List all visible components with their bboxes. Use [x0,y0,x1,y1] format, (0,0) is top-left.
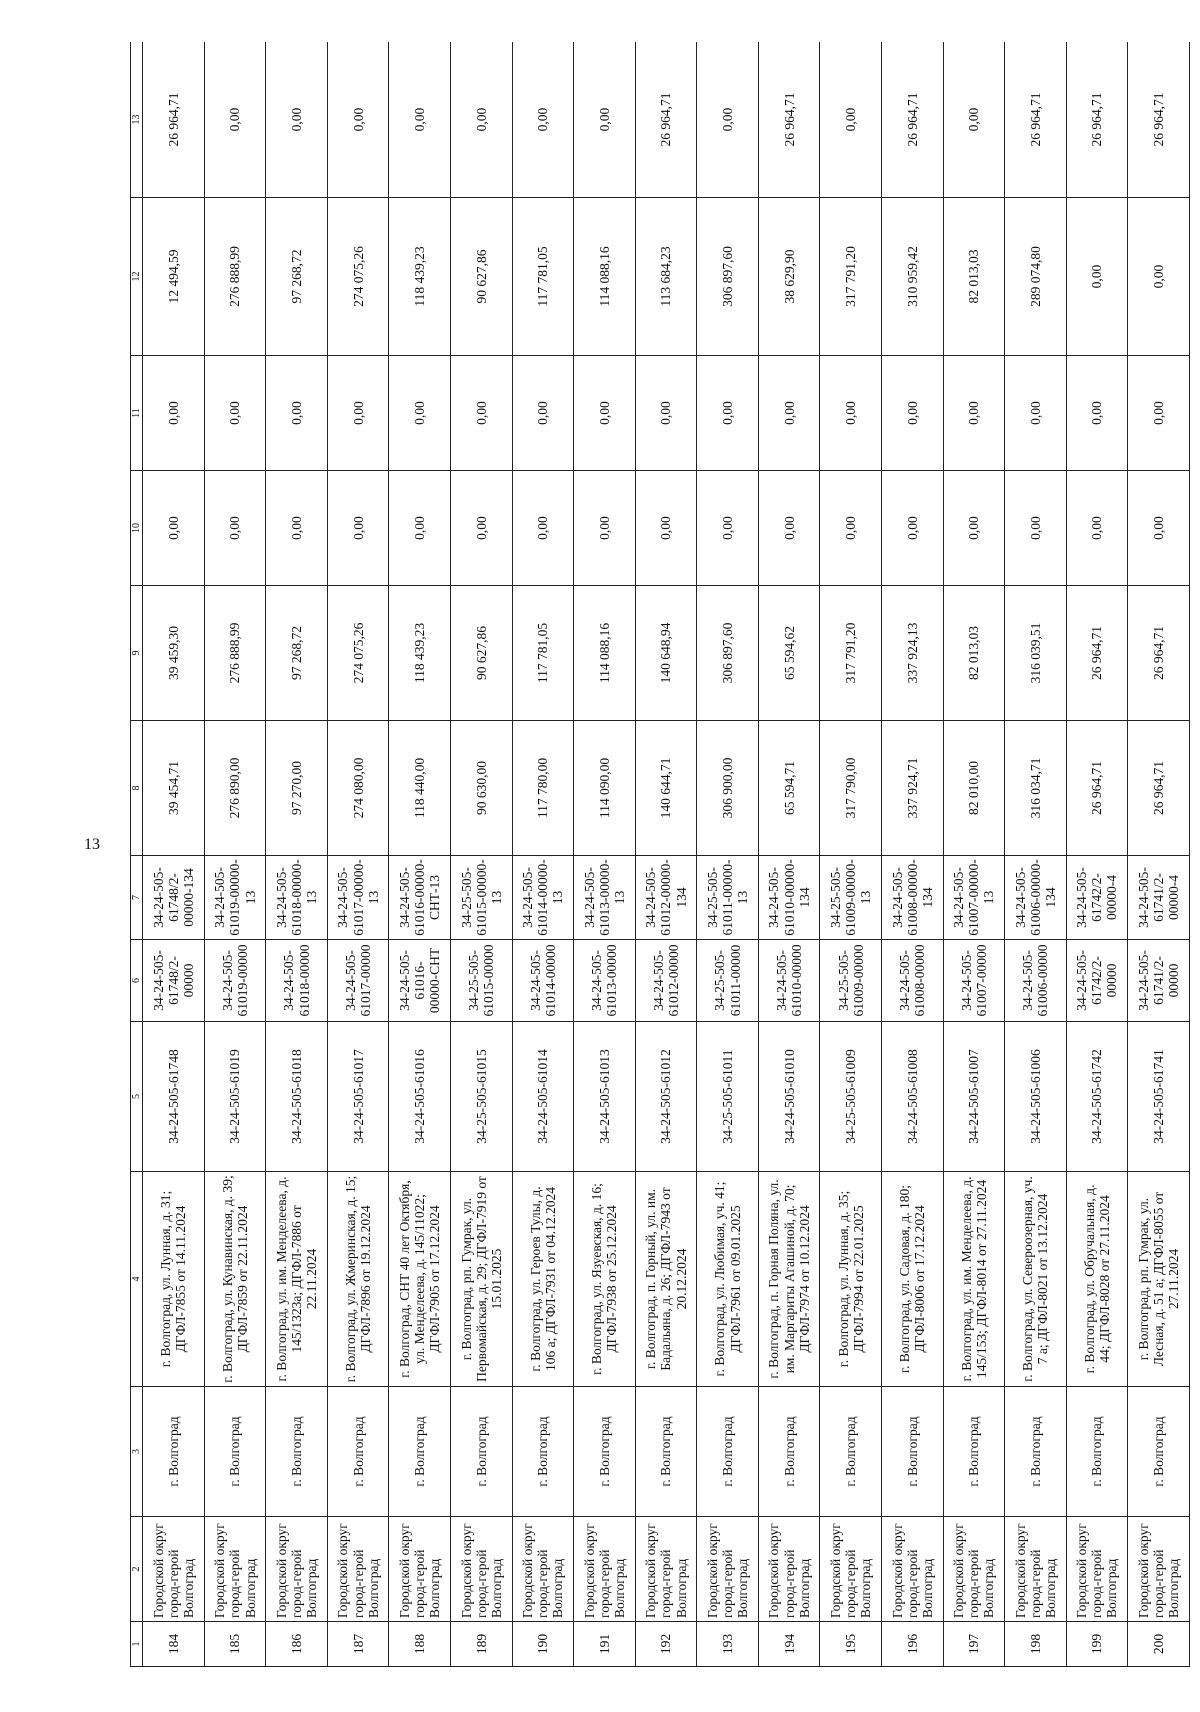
table-cell: 0,00 [697,356,759,471]
table-cell: 34-24-505-61012-00000 [635,940,697,1022]
table-cell: 114 088,16 [574,198,636,356]
table-cell: 0,00 [943,42,1005,198]
table-cell: г. Волгоград [1005,1387,1067,1517]
table-cell: 34-24-505-61019-00000-13 [204,856,266,940]
table-cell: Городской округ город-герой Волгоград [820,1517,882,1622]
table-cell: 34-24-505-61010 [758,1022,820,1172]
table-cell: 34-24-505-61017-00000 [327,940,389,1022]
table-cell: 0,00 [1066,198,1128,356]
table-cell: 0,00 [204,471,266,586]
table-cell: 34-24-505-61016 [389,1022,451,1172]
table-cell: 317 791,20 [820,198,882,356]
table-cell: 0,00 [204,42,266,198]
table-cell: 0,00 [820,42,882,198]
table-cell: 34-25-505-61011-00000-13 [697,856,759,940]
table-cell: 195 [820,1622,882,1667]
table-cell: 0,00 [574,356,636,471]
column-number: 5 [131,1022,143,1172]
table-row [327,42,389,1667]
table-cell: 34-25-505-61009 [820,1022,882,1172]
table-row [820,42,882,1667]
table-cell: г. Волгоград, рп. Гумрак, ул. Первомайская, д. 29; ДГФЛ-7919 от 15.01.2025 [451,1172,513,1387]
table-cell: 34-24-505-61018 [266,1022,328,1172]
table-cell: г. Волгоград [820,1387,882,1517]
table-cell: 34-24-505-61018-00000-13 [266,856,328,940]
table-row [758,42,820,1667]
table-cell: Городской округ город-герой Волгоград [327,1517,389,1622]
table-cell: 337 924,13 [881,586,943,721]
table-cell: 90 630,00 [451,721,513,856]
table-cell: 337 924,71 [881,721,943,856]
table-cell: 34-24-505-61006 [1005,1022,1067,1172]
table-cell: 0,00 [451,356,513,471]
table-cell: 34-24-505-61016-00000-СНТ [389,940,451,1022]
column-number: 7 [131,856,143,940]
table-cell: 0,00 [1128,471,1190,586]
table-cell: 34-24-505-61742/2-00000-4 [1066,856,1128,940]
table-cell: 34-24-505-61741 [1128,1022,1190,1172]
table-cell: 34-24-505-61013 [574,1022,636,1172]
table-cell: 0,00 [204,356,266,471]
table-cell: 34-25-505-61015-00000 [451,940,513,1022]
table-cell: 26 964,71 [1066,721,1128,856]
table-cell: 306 897,60 [697,198,759,356]
table-cell: 198 [1005,1622,1067,1667]
table-cell: г. Волгоград, ул. Лунная, д. 31; ДГФЛ-7855 от 14.11.2024 [143,1172,205,1387]
table-cell: 0,00 [943,356,1005,471]
table-cell: г. Волгоград, п. Горная Поляна, ул. им. Маргариты Агашиной, д. 70; ДГФЛ-7974 от 10.12.2024 [758,1172,820,1387]
table-cell: 34-24-505-61741/2-00000-4 [1128,856,1190,940]
table-cell: 12 494,59 [143,198,205,356]
table-cell: 0,00 [143,356,205,471]
table-cell: 34-24-505-61007-00000 [943,940,1005,1022]
page-number: 13 [84,836,100,853]
table-cell: 34-24-505-61014-00000-13 [512,856,574,940]
table-cell: 317 791,20 [820,586,882,721]
table-cell: г. Волгоград [204,1387,266,1517]
table-cell: 140 648,94 [635,586,697,721]
table-cell: г. Волгоград [512,1387,574,1517]
table-cell: 0,00 [758,471,820,586]
table-cell: 26 964,71 [758,42,820,198]
table-cell: г. Волгоград [943,1387,1005,1517]
table-cell: 34-25-505-61009-00000-13 [820,856,882,940]
table-cell: 117 780,00 [512,721,574,856]
table-cell: 26 964,71 [1066,586,1128,721]
table-cell: 39 454,71 [143,721,205,856]
column-number: 4 [131,1172,143,1387]
table-cell: г. Волгоград [327,1387,389,1517]
table-cell: Городской округ город-герой Волгоград [943,1517,1005,1622]
table-cell: 0,00 [697,471,759,586]
table-cell: 0,00 [881,356,943,471]
table-cell: 0,00 [1066,471,1128,586]
table-cell: г. Волгоград, ул. им. Менделеева, д. 145/153; ДГФЛ-8014 от 27.11.2024 [943,1172,1005,1387]
table-cell: 276 888,99 [204,586,266,721]
table-cell: 0,00 [143,471,205,586]
table-cell: 0,00 [758,356,820,471]
table-cell: 186 [266,1622,328,1667]
table-cell: 34-24-505-61008-00000 [881,940,943,1022]
table-cell: 34-25-505-61015-00000-13 [451,856,513,940]
column-number: 2 [131,1517,143,1622]
table-cell: 97 270,00 [266,721,328,856]
table-cell: Городской округ город-герой Волгоград [451,1517,513,1622]
table-row [143,42,205,1667]
table-cell: г. Волгоград, ул. Героев Тулы, д. 106 а; ДГФЛ-7931 от 04.12.2024 [512,1172,574,1387]
table-cell: 0,00 [266,471,328,586]
table-cell: г. Волгоград, ул. Североозерная, уч. 7 а; ДГФЛ-8021 от 13.12.2024 [1005,1172,1067,1387]
table-cell: 82 013,03 [943,586,1005,721]
table-cell: 34-24-505-61019-00000 [204,940,266,1022]
table-cell: 0,00 [820,356,882,471]
table-cell: г. Волгоград [1128,1387,1190,1517]
table-cell: 140 644,71 [635,721,697,856]
table-cell: 317 790,00 [820,721,882,856]
table-cell: 26 964,71 [1005,42,1067,198]
table-cell: 274 075,26 [327,586,389,721]
table-cell: г. Волгоград, рп. Гумрак, ул. Лесная, д. 51 а; ДГФЛ-8055 от 27.11.2024 [1128,1172,1190,1387]
column-number: 13 [131,42,143,198]
table-cell: Городской округ город-герой Волгоград [635,1517,697,1622]
table-row [1005,42,1067,1667]
table-cell: г. Волгоград [389,1387,451,1517]
table-cell: Городской округ город-герой Волгоград [881,1517,943,1622]
table-cell: г. Волгоград, п. Горный, ул. им. Бадальяна, д. 26; ДГФЛ-7943 от 20.12.2024 [635,1172,697,1387]
table-cell: г. Волгоград, ул. Кунавинская, д. 39; ДГФЛ-7859 от 22.11.2024 [204,1172,266,1387]
table-cell: 34-24-505-61017-00000-13 [327,856,389,940]
column-number: 9 [131,586,143,721]
table-cell: 0,00 [327,42,389,198]
rotated-page [130,42,1190,1667]
table-cell: 114 088,16 [574,586,636,721]
table-cell: 34-24-505-61748/2-00000 [143,940,205,1022]
table-row [943,42,1005,1667]
table-cell: 114 090,00 [574,721,636,856]
table-cell: 197 [943,1622,1005,1667]
table-cell: 185 [204,1622,266,1667]
table-cell: 310 959,42 [881,198,943,356]
table-cell: 184 [143,1622,205,1667]
table-cell: 0,00 [1005,471,1067,586]
table-cell: 190 [512,1622,574,1667]
table-cell: 316 034,71 [1005,721,1067,856]
table-cell: 0,00 [820,471,882,586]
table-cell: 192 [635,1622,697,1667]
table-row [451,42,513,1667]
column-number: 12 [131,198,143,356]
table-cell: г. Волгоград, ул. Язуевская, д. 16; ДГФЛ-7938 от 25.12.2024 [574,1172,636,1387]
table-cell: 0,00 [451,42,513,198]
table-cell: 34-24-505-61017 [327,1022,389,1172]
table-cell: Городской округ город-герой Волгоград [143,1517,205,1622]
table-cell: 97 268,72 [266,198,328,356]
table-cell: 0,00 [574,42,636,198]
table-cell: 117 781,05 [512,198,574,356]
table-cell: 26 964,71 [881,42,943,198]
table-row [204,42,266,1667]
table-cell: 0,00 [1128,356,1190,471]
column-number: 1 [131,1622,143,1667]
table-cell: 34-24-505-61742/2-00000 [1066,940,1128,1022]
table-cell: 90 627,86 [451,586,513,721]
table-cell: 34-24-505-61008-00000-134 [881,856,943,940]
table-cell: г. Волгоград [697,1387,759,1517]
table-row [574,42,636,1667]
table-cell: 306 900,00 [697,721,759,856]
table-cell: 193 [697,1622,759,1667]
table-cell: 196 [881,1622,943,1667]
table-cell: г. Волгоград, ул. Жмеринская, д. 15; ДГФЛ-7896 от 19.12.2024 [327,1172,389,1387]
table-cell: 39 459,30 [143,586,205,721]
table-cell: г. Волгоград [635,1387,697,1517]
table-cell: 194 [758,1622,820,1667]
table-cell: Городской округ город-герой Волгоград [574,1517,636,1622]
table-cell: 34-24-505-61008 [881,1022,943,1172]
table-cell: 90 627,86 [451,198,513,356]
table-cell: 34-24-505-61010-00000-134 [758,856,820,940]
table-cell: 0,00 [451,471,513,586]
table-cell: 0,00 [389,42,451,198]
column-number: 3 [131,1387,143,1517]
table-cell: Городской округ город-герой Волгоград [204,1517,266,1622]
table-row [881,42,943,1667]
table-cell: г. Волгоград, ул. им. Менделеева, д. 145/1323а; ДГФЛ-7886 от 22.11.2024 [266,1172,328,1387]
table-cell: 0,00 [1128,198,1190,356]
table-cell: 188 [389,1622,451,1667]
table-row [389,42,451,1667]
table-cell: 34-25-505-61015 [451,1022,513,1172]
column-number: 8 [131,721,143,856]
rotated-table-sheet [130,42,1190,1667]
table-cell: 118 439,23 [389,586,451,721]
table-cell: 316 039,51 [1005,586,1067,721]
table-cell: 34-24-505-61014 [512,1022,574,1172]
table-cell: г. Волгоград [266,1387,328,1517]
table-cell: 38 629,90 [758,198,820,356]
table-cell: Городской округ город-герой Волгоград [512,1517,574,1622]
table-cell: г. Волгоград [143,1387,205,1517]
table-row [697,42,759,1667]
table-cell: г. Волгоград, ул. Садовая, д. 180; ДГФЛ-8006 от 17.12.2024 [881,1172,943,1387]
table-cell: 97 268,72 [266,586,328,721]
table-cell: г. Волгоград, ул. Обручальная, д. 44; ДГФЛ-8028 от 27.11.2024 [1066,1172,1128,1387]
table-cell: Городской округ город-герой Волгоград [758,1517,820,1622]
table-cell: 34-24-505-61742 [1066,1022,1128,1172]
table-cell: 187 [327,1622,389,1667]
table-cell: г. Волгоград [758,1387,820,1517]
table-cell: 0,00 [697,42,759,198]
table-cell: 0,00 [512,42,574,198]
table-cell: 0,00 [635,356,697,471]
table-cell: 34-24-505-61748 [143,1022,205,1172]
table-cell: г. Волгоград, СНТ 40 лет Октября, ул. Менделеева, д. 145/11022; ДГФЛ-7905 от 17.12.2024 [389,1172,451,1387]
table-cell: Городской округ город-герой Волгоград [1005,1517,1067,1622]
table-row [512,42,574,1667]
table-cell: 0,00 [327,356,389,471]
table-cell: 0,00 [635,471,697,586]
table-cell: 34-24-505-61741/2-00000 [1128,940,1190,1022]
table-cell: 26 964,71 [1128,42,1190,198]
table-cell: 34-24-505-61013-00000-13 [574,856,636,940]
table-cell: 0,00 [1066,356,1128,471]
table-cell: 274 075,26 [327,198,389,356]
table-cell: 82 010,00 [943,721,1005,856]
table-cell: Городской округ город-герой Волгоград [697,1517,759,1622]
table-cell: г. Волгоград, ул. Любимая, уч. 41; ДГФЛ-7961 от 09.01.2025 [697,1172,759,1387]
table-cell: г. Волгоград [1066,1387,1128,1517]
table-cell: 276 890,00 [204,721,266,856]
table-cell: Городской округ город-герой Волгоград [266,1517,328,1622]
table-cell: 0,00 [512,471,574,586]
table-cell: 0,00 [1005,356,1067,471]
table-cell: 118 440,00 [389,721,451,856]
table-cell: г. Волгоград [451,1387,513,1517]
table-cell: 26 964,71 [143,42,205,198]
table-cell: 200 [1128,1622,1190,1667]
table-cell: 191 [574,1622,636,1667]
table-cell: 276 888,99 [204,198,266,356]
table-cell: 34-24-505-61013-00000 [574,940,636,1022]
table-row [1128,42,1190,1667]
column-number: 11 [131,356,143,471]
table-cell: 34-24-505-61012-00000-134 [635,856,697,940]
table-cell: 65 594,71 [758,721,820,856]
table-cell: 0,00 [512,356,574,471]
table-cell: 289 074,80 [1005,198,1067,356]
table-cell: 0,00 [881,471,943,586]
table-cell: 34-24-505-61018-00000 [266,940,328,1022]
column-number-row [131,42,143,1667]
table-cell: 0,00 [266,42,328,198]
table-cell: 26 964,71 [1066,42,1128,198]
table-cell: 113 684,23 [635,198,697,356]
table-cell: 34-24-505-61012 [635,1022,697,1172]
table-cell: Городской округ город-герой Волгоград [389,1517,451,1622]
table-cell: 117 781,05 [512,586,574,721]
table-cell: 0,00 [389,356,451,471]
table-cell: г. Волгоград [574,1387,636,1517]
table-cell: 34-24-505-61019 [204,1022,266,1172]
table-cell: 26 964,71 [1128,721,1190,856]
table-cell: 274 080,00 [327,721,389,856]
table-cell: 0,00 [389,471,451,586]
table-cell: 0,00 [266,356,328,471]
table-cell: 0,00 [327,471,389,586]
table-cell: 306 897,60 [697,586,759,721]
column-number: 6 [131,940,143,1022]
table-cell: 34-24-505-61007 [943,1022,1005,1172]
table-cell: 0,00 [574,471,636,586]
column-number: 10 [131,471,143,586]
table-cell: 34-25-505-61009-00000 [820,940,882,1022]
table-cell: 34-25-505-61011 [697,1022,759,1172]
table-row [1066,42,1128,1667]
table-cell: 34-24-505-61748/2-00000-134 [143,856,205,940]
table-cell: 189 [451,1622,513,1667]
table-cell: 0,00 [943,471,1005,586]
table-cell: г. Волгоград [881,1387,943,1517]
table-cell: 26 964,71 [1128,586,1190,721]
table-cell: Городской округ город-герой Волгоград [1128,1517,1190,1622]
table-cell: Городской округ город-герой Волгоград [1066,1517,1128,1622]
table-cell: 82 013,03 [943,198,1005,356]
table-row [266,42,328,1667]
table-cell: 34-24-505-61006-00000 [1005,940,1067,1022]
table-cell: г. Волгоград, ул. Лунная, д. 35; ДГФЛ-7994 от 22.01.2025 [820,1172,882,1387]
table-cell: 118 439,23 [389,198,451,356]
table-cell: 65 594,62 [758,586,820,721]
table-cell: 34-24-505-61006-00000-134 [1005,856,1067,940]
table-cell: 34-24-505-61016-00000-СНТ-13 [389,856,451,940]
table-cell: 34-24-505-61010-00000 [758,940,820,1022]
table-cell: 34-25-505-61011-00000 [697,940,759,1022]
table-row [635,42,697,1667]
table-cell: 26 964,71 [635,42,697,198]
table-cell: 34-24-505-61014-00000 [512,940,574,1022]
table-cell: 199 [1066,1622,1128,1667]
registry-table [130,42,1190,1667]
table-cell: 34-24-505-61007-00000-13 [943,856,1005,940]
